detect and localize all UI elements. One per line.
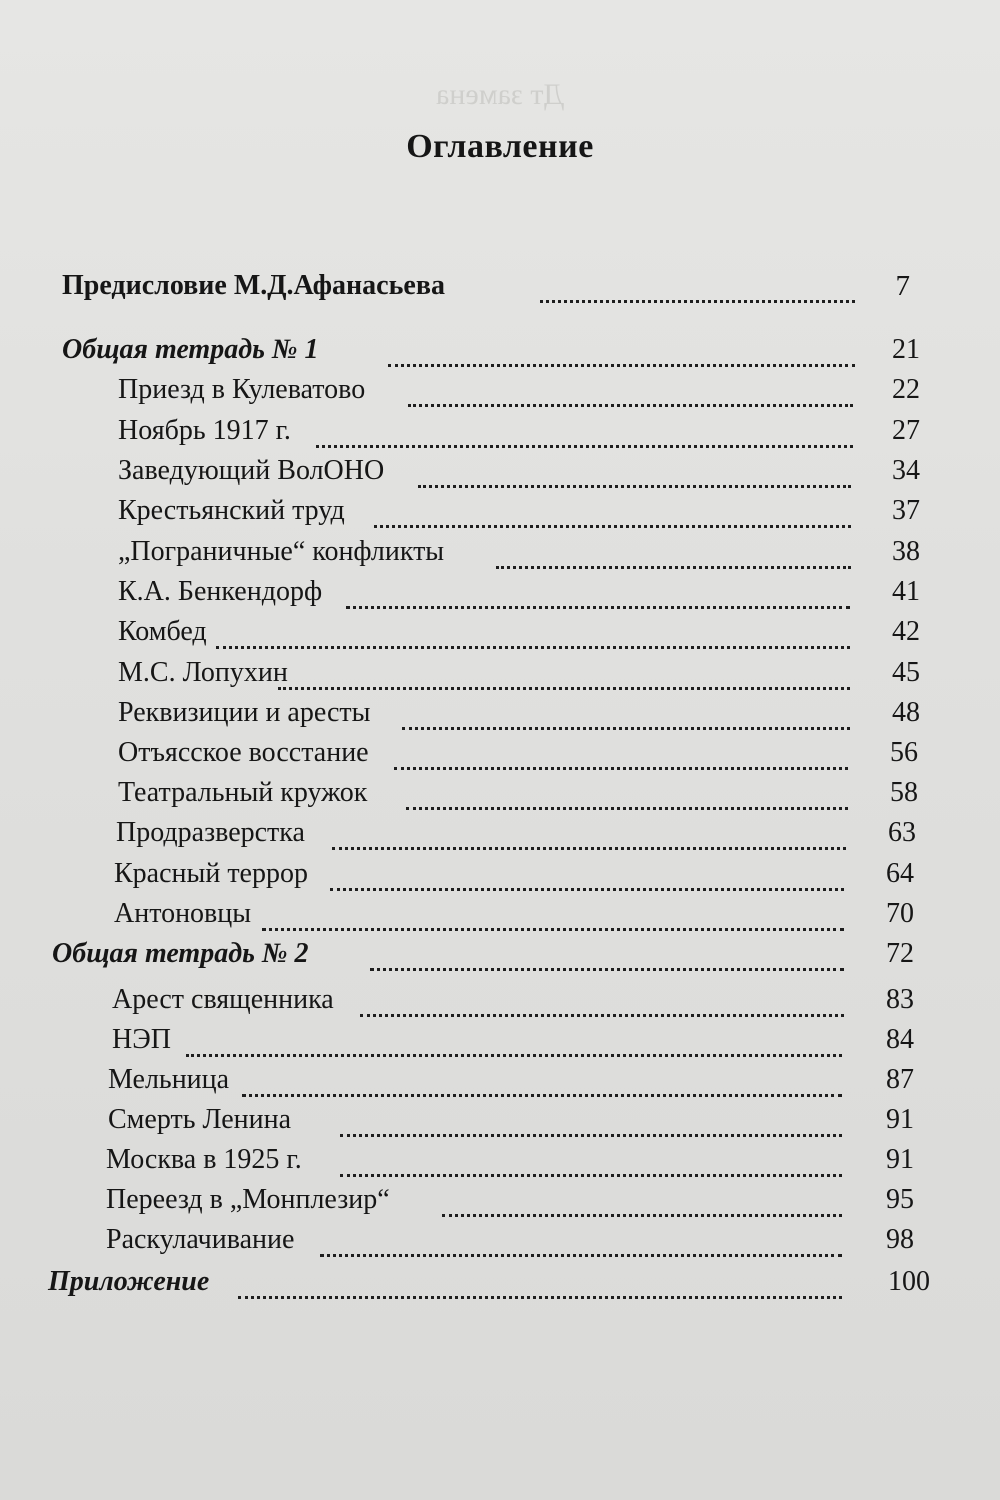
toc-page-number: 41: [892, 576, 920, 607]
toc-page-number: 63: [888, 817, 916, 848]
dot-leader: [418, 459, 851, 488]
toc-page-number: 45: [892, 657, 920, 688]
toc-entry-appendix[interactable]: [0, 1262, 1000, 1302]
toc-entry-label: Предисловие М.Д.Афанасьева: [62, 270, 445, 301]
dot-leader: [216, 620, 850, 649]
toc-page-number: 91: [886, 1104, 914, 1135]
toc-entry[interactable]: [0, 451, 1000, 491]
toc-entry-label: Раскулачивание: [106, 1224, 295, 1255]
toc-entry-preface[interactable]: [0, 266, 1000, 306]
toc-entry-label: Общая тетрадь № 1: [62, 334, 319, 365]
toc-page-number: 95: [886, 1184, 914, 1215]
dot-leader: [340, 1148, 842, 1177]
page-title: Оглавление: [406, 128, 594, 165]
toc-entry-label: Заведующий ВолОНО: [118, 455, 385, 486]
toc-page-number: 48: [892, 697, 920, 728]
toc-page-number: 56: [890, 737, 918, 768]
dot-leader: [388, 338, 855, 367]
dot-leader: [360, 988, 844, 1017]
toc-entry-label: Красный террор: [114, 858, 308, 889]
toc-page-number: 22: [892, 374, 920, 405]
toc-entry-label: М.С. Лопухин: [118, 657, 288, 688]
toc-entry[interactable]: [0, 612, 1000, 652]
toc-entry[interactable]: [0, 370, 1000, 410]
toc-page-number: 7: [895, 270, 910, 302]
toc-entry-label: Приложение: [48, 1266, 210, 1297]
toc-entry[interactable]: [0, 1220, 1000, 1260]
toc-page-number: 38: [892, 536, 920, 567]
toc-entry-label: Приезд в Кулеватово: [118, 374, 366, 405]
toc-entry[interactable]: [0, 1060, 1000, 1100]
toc-entry[interactable]: [0, 1020, 1000, 1060]
toc-entry-label: Отъясское восстание: [118, 737, 369, 768]
toc-page-number: 34: [892, 455, 920, 486]
toc-page-number: 64: [886, 858, 914, 889]
dot-leader: [242, 1068, 842, 1097]
toc-entry[interactable]: [0, 572, 1000, 612]
toc-entry-label: „Пограничные“ конфликты: [118, 536, 445, 567]
dot-leader: [408, 378, 853, 407]
dot-leader: [346, 580, 850, 609]
toc-entry-label: НЭП: [112, 1024, 171, 1055]
toc-entry-label: Смерть Ленина: [108, 1104, 292, 1135]
toc-entry-label: Театральный кружок: [118, 777, 368, 808]
toc-entry-label: Переезд в „Монплезир“: [106, 1184, 390, 1215]
toc-page-number: 27: [892, 415, 920, 446]
toc-entry-label: Реквизиции и аресты: [118, 697, 371, 728]
dot-leader: [370, 942, 844, 971]
dot-leader: [330, 862, 844, 891]
dot-leader: [320, 1228, 842, 1257]
dot-leader: [406, 781, 848, 810]
toc-page-number: 70: [886, 898, 914, 929]
toc-entry[interactable]: [0, 491, 1000, 531]
toc-entry-label: Москва в 1925 г.: [106, 1144, 302, 1175]
toc-page-number: 72: [886, 938, 914, 969]
toc-entry-label: Продразверстка: [116, 817, 305, 848]
toc-page-number: 58: [890, 777, 918, 808]
toc-entry[interactable]: [0, 693, 1000, 733]
toc-entry[interactable]: [0, 980, 1000, 1020]
toc-entry-label: Арест священника: [112, 984, 334, 1015]
dot-leader: [332, 821, 846, 850]
dot-leader: [186, 1028, 842, 1057]
toc-entry[interactable]: [0, 1180, 1000, 1220]
toc-entry[interactable]: [0, 1100, 1000, 1140]
toc-entry[interactable]: [0, 1140, 1000, 1180]
dot-leader: [316, 419, 853, 448]
toc-page-number: 100: [888, 1266, 930, 1297]
toc-entry[interactable]: [0, 854, 1000, 894]
toc-entry-notebook-2[interactable]: [0, 934, 1000, 974]
toc-entry[interactable]: [0, 532, 1000, 572]
toc-page-number: 91: [886, 1144, 914, 1175]
dot-leader: [442, 1188, 842, 1217]
toc-entry-label: Общая тетрадь № 2: [52, 938, 309, 969]
toc-entry[interactable]: [0, 733, 1000, 773]
dot-leader: [238, 1270, 842, 1299]
toc-entry-notebook-1[interactable]: [0, 330, 1000, 370]
toc-entry-label: Крестьянский труд: [118, 495, 345, 526]
dot-leader: [402, 701, 850, 730]
dot-leader: [340, 1108, 842, 1137]
toc-page-number: 98: [886, 1224, 914, 1255]
dot-leader: [374, 499, 851, 528]
toc-entry[interactable]: [0, 411, 1000, 451]
toc-page-number: 37: [892, 495, 920, 526]
dot-leader: [496, 540, 851, 569]
toc-entry-label: Антоновцы: [114, 898, 252, 929]
toc-entry-label: К.А. Бенкендорф: [118, 576, 323, 607]
toc-entry[interactable]: [0, 894, 1000, 934]
toc-entry-label: Комбед: [118, 616, 207, 647]
toc-page-number: 83: [886, 984, 914, 1015]
toc-page-number: 42: [892, 616, 920, 647]
toc-page-number: 87: [886, 1064, 914, 1095]
toc-entry-label: Ноябрь 1917 г.: [118, 415, 291, 446]
toc-page-number: 21: [892, 334, 920, 365]
dot-leader: [394, 741, 848, 770]
bleed-through-text: Дт замена: [436, 78, 564, 111]
dot-leader: [278, 661, 850, 690]
dot-leader: [540, 274, 855, 303]
toc-entry[interactable]: [0, 653, 1000, 693]
toc-entry[interactable]: [0, 813, 1000, 853]
dot-leader: [262, 902, 844, 931]
toc-entry[interactable]: [0, 773, 1000, 813]
toc-page-number: 84: [886, 1024, 914, 1055]
toc-entry-label: Мельница: [108, 1064, 230, 1095]
